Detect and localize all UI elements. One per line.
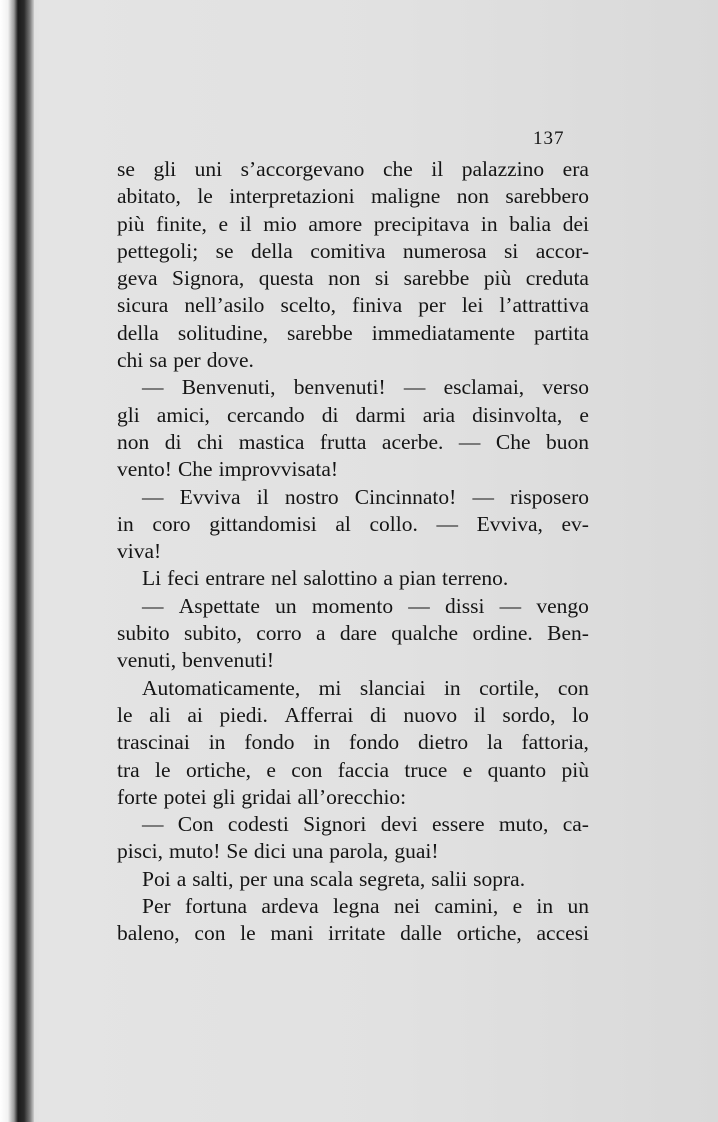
text-line: Li feci entrare nel salottino a pian terreno.	[142, 566, 509, 591]
text-line: non di chi mastica frutta acerbe. — Che buon	[117, 429, 589, 454]
text-line: — Benvenuti, benvenuti! — esclamai, verso	[142, 375, 589, 400]
text-line: più finite, e il mio amore precipitava in balia dei	[117, 211, 589, 236]
text-line: geva Signora, questa non si sarebbe più creduta	[117, 266, 589, 291]
text-line: viva!	[117, 539, 162, 564]
text-line: venuti, benvenuti!	[117, 648, 275, 673]
text-line: Automaticamente, mi slanciai in cortile, con	[142, 675, 589, 700]
text-line: in coro gittandomisi al collo. — Evviva, ev-	[117, 511, 589, 536]
text-line: — Con codesti Signori devi essere muto, ca-	[142, 812, 589, 837]
text-line: baleno, con le mani irritate dalle ortiche, accesi	[117, 921, 589, 946]
text-line: gli amici, cercando di darmi aria disinvolta, e	[117, 402, 589, 427]
text-line: Per fortuna ardeva legna nei camini, e in un	[142, 894, 589, 919]
text-line: sicura nell’asilo scelto, finiva per lei l’attrattiva	[117, 293, 589, 318]
text-line: subito subito, corro a dare qualche ordine. Ben-	[117, 621, 589, 646]
text-line: trascinai in fondo in fondo dietro la fattoria,	[117, 730, 589, 755]
body-text	[117, 156, 589, 948]
text-line: chi sa per dove.	[117, 348, 254, 373]
text-line: della solitudine, sarebbe immediatamente partita	[117, 320, 589, 345]
text-line: tra le ortiche, e con faccia truce e quanto più	[117, 757, 589, 782]
text-line: vento! Che improvvisata!	[117, 457, 339, 482]
text-line: — Evviva il nostro Cincinnato! — risposero	[142, 484, 589, 509]
page-number: 137	[533, 128, 565, 149]
text-line: pettegoli; se della comitiva numerosa si accor-	[117, 238, 589, 263]
book-binding-edge	[0, 0, 34, 1122]
text-line: abitato, le interpretazioni maligne non sarebbero	[117, 184, 589, 209]
text-line: — Aspettate un momento — dissi — vengo	[142, 593, 589, 618]
text-line: le ali ai piedi. Afferrai di nuovo il sordo, lo	[117, 702, 589, 727]
text-line: Poi a salti, per una scala segreta, salii sopra.	[142, 866, 526, 891]
text-line: se gli uni s’accorgevano che il palazzino era	[117, 157, 589, 181]
text-line: pisci, muto! Se dici una parola, guai!	[117, 839, 439, 864]
text-line: forte potei gli gridai all’orecchio:	[117, 784, 407, 809]
